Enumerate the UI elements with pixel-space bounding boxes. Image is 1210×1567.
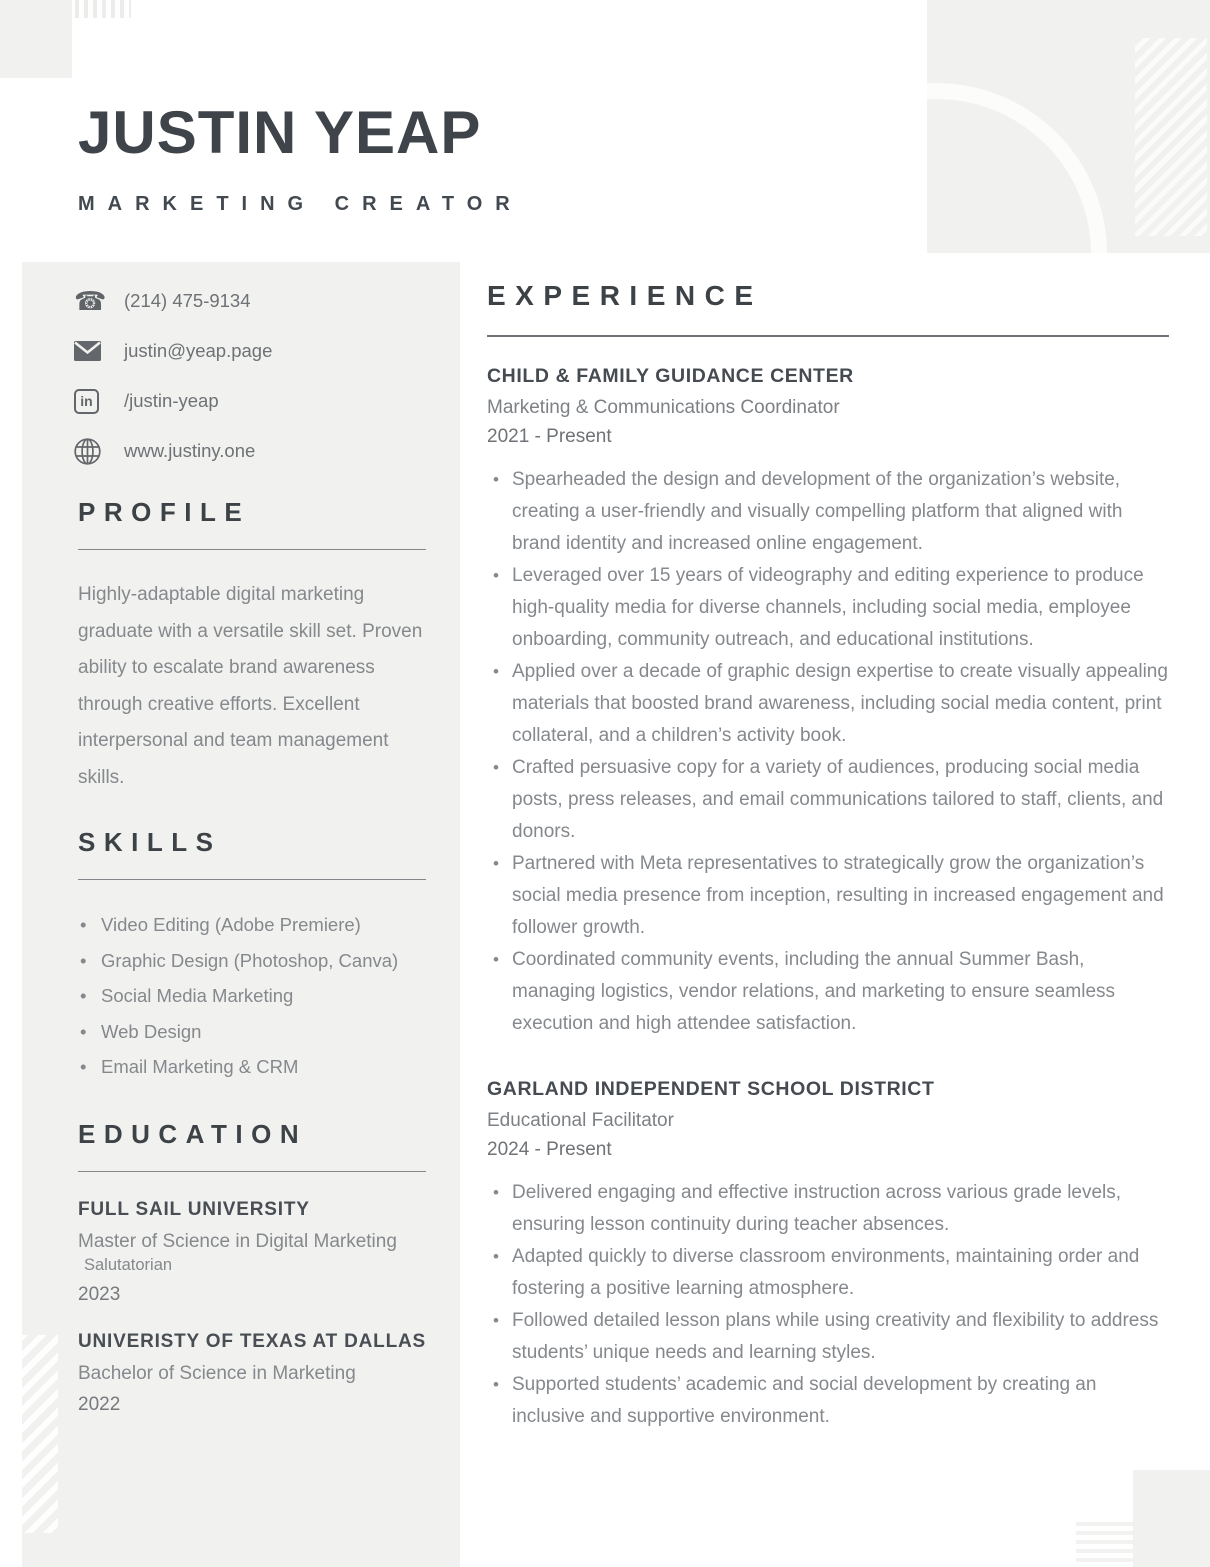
envelope-icon: [74, 338, 104, 364]
phone-number: (214) 475-9134: [124, 290, 251, 311]
contact-list: [74, 276, 434, 476]
school-name: UNIVERISTY OF TEXAS AT DALLAS: [78, 1330, 426, 1352]
job-dates: 2021 - Present: [487, 426, 612, 447]
skills-list: [78, 907, 426, 1085]
job-bullet: • Supported students’ academic and social development by creating an inclusive and supportive environment.: [487, 1369, 1169, 1433]
person-name: JUSTIN YEAP: [78, 99, 482, 166]
person-title: MARKETING CREATOR: [78, 193, 523, 215]
job-bullet: • Coordinated community events, including the annual Summer Bash, managing logistics, vendor relations, and marketing to ensure seamless execution and high attendee satisfaction.: [487, 944, 1169, 1040]
profile-text: Highly-adaptable digital marketing graduate with a versatile skill set. Proven ability to escalate brand awareness through creative efforts. Excellent interpersonal and team management skills.: [78, 584, 423, 788]
job-bullet-list: [487, 464, 1169, 1040]
decor-bottom-right-square: [1133, 1470, 1210, 1567]
job-entry: [487, 1078, 1169, 1433]
contact-row-linkedin: [74, 376, 434, 426]
job-bullet: • Leveraged over 15 years of videography and editing experience to produce high-quality media for diverse channels, including social media, employee onboarding, community outreach, and educational institutions.: [487, 560, 1169, 656]
job-bullet: • Partnered with Meta representatives to strategically grow the organization’s social media presence from inception, resulting in increased engagement and follower growth.: [487, 848, 1169, 944]
decor-top-right-block: [927, 0, 1210, 253]
decor-diagonal-stripes: [1135, 38, 1207, 236]
job-bullet: • Applied over a decade of graphic design expertise to create visually appealing materials that boosted brand awareness, including social media content, print collateral, and a children’s activity book.: [487, 656, 1169, 752]
contact-row-phone: [74, 276, 434, 326]
education-entry: [78, 1331, 426, 1416]
globe-icon: [74, 438, 104, 464]
decor-circle-ring: [927, 83, 1107, 253]
job-bullet-list: [487, 1177, 1169, 1433]
profile-heading: PROFILE: [78, 497, 251, 527]
job-bullet: • Adapted quickly to diverse classroom environments, maintaining order and fostering a positive learning atmosphere.: [487, 1241, 1169, 1305]
skills-heading: SKILLS: [78, 827, 222, 857]
job-role: Educational Facilitator: [487, 1110, 674, 1131]
header: [78, 99, 523, 216]
decor-bottom-left-stripes: [10, 1335, 58, 1533]
job-bullet: • Crafted persuasive copy for a variety of audiences, producing social media posts, press releases, and email communications tailored to staff, clients, and donors.: [487, 752, 1169, 848]
website-url: www.justiny.one: [124, 440, 256, 461]
graduation-year: 2022: [78, 1393, 121, 1415]
degree: Bachelor of Science in Marketing: [78, 1362, 356, 1384]
decor-top-vertical-stripes: [75, 0, 131, 18]
skill-item: • Email Marketing & CRM: [78, 1049, 426, 1085]
decor-top-left-square: [0, 0, 72, 78]
experience-heading: EXPERIENCE: [487, 280, 763, 311]
school-name: FULL SAIL UNIVERSITY: [78, 1198, 310, 1220]
job-bullet: • Delivered engaging and effective instruction across various grade levels, ensuring lesson continuity during teacher absences.: [487, 1177, 1169, 1241]
job-bullet: • Followed detailed lesson plans while using creativity and flexibility to address students’ unique needs and learning styles.: [487, 1305, 1169, 1369]
phone-icon: ☎: [74, 286, 107, 316]
decor-bottom-right-stripes: [1076, 1522, 1133, 1567]
experience-divider: [487, 335, 1169, 337]
job-role: Marketing & Communications Coordinator: [487, 397, 840, 418]
degree: Master of Science in Digital Marketing: [78, 1230, 397, 1252]
sidebar: [78, 497, 426, 1416]
education-heading: EDUCATION: [78, 1118, 308, 1149]
company-name: GARLAND INDEPENDENT SCHOOL DISTRICT: [487, 1078, 935, 1100]
linkedin-icon: in: [74, 388, 104, 414]
job-entry: [487, 365, 1169, 1040]
honor: Salutatorian: [84, 1255, 173, 1274]
profile-divider: [78, 549, 426, 550]
skill-item: • Social Media Marketing: [78, 978, 426, 1014]
skill-item: • Video Editing (Adobe Premiere): [78, 907, 426, 943]
job-dates: 2024 - Present: [487, 1139, 612, 1160]
main-column: [487, 280, 1169, 1433]
skill-item: • Web Design: [78, 1014, 426, 1050]
contact-row-email: [74, 326, 434, 376]
contact-row-website: [74, 426, 434, 476]
email-address: justin@yeap.page: [124, 340, 273, 361]
company-name: CHILD & FAMILY GUIDANCE CENTER: [487, 365, 854, 387]
education-divider: [78, 1171, 426, 1172]
education-entry: [78, 1199, 426, 1306]
job-bullet: • Spearheaded the design and development of the organization’s website, creating a user-friendly and visually compelling platform that aligned with brand identity and increased online engagement.: [487, 464, 1169, 560]
linkedin-handle: /justin-yeap: [124, 390, 219, 411]
skills-divider: [78, 879, 426, 880]
graduation-year: 2023: [78, 1283, 121, 1305]
skill-item: • Graphic Design (Photoshop, Canva): [78, 943, 426, 979]
